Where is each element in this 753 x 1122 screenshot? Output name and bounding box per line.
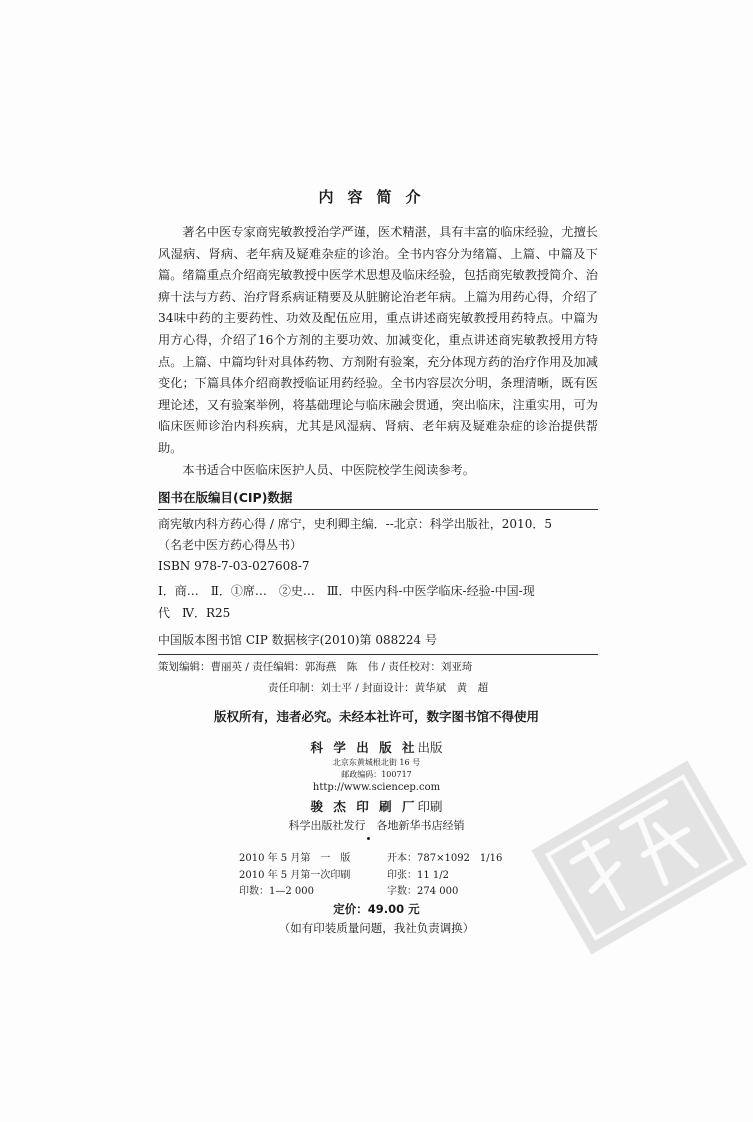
replacement-note: （如有印装质量问题，我社负责调换） [278, 921, 475, 935]
cip-class-line: Ⅰ．商… Ⅱ．①席… ②史… Ⅲ．中医内科-中医学临床-经验-中国-现 [158, 584, 535, 598]
editor-credits: 策划编辑：曹丽英 / 责任编辑：郭海燕 陈 伟 / 责任校对：刘亚琦 [158, 661, 473, 673]
publisher-address: 北京东黄城根北街 16 号 [332, 758, 421, 767]
page-title: 内容简介 [318, 188, 435, 206]
specs-row [239, 851, 502, 868]
cip-title-line: 商宪敏内科方药心得 / 席宁，史利卿主编．--北京：科学出版社，2010．5 [158, 517, 552, 531]
divider [158, 509, 598, 510]
price: 定价：49.00 元 [333, 902, 420, 916]
rights-notice: 版权所有，违者必究。未经本社许可，数字图书馆不得使用 [213, 709, 539, 724]
summary-paragraph: 著名中医专家商宪敏教授治学严谨，医术精湛，具有丰富的临床经验，尤擅长风湿病、肾病、老年病及疑难杂症的诊治。全书内容分为绪篇、上篇、中篇及下篇。绪篇重点介绍商宪敏教授中医学术思想及临床经验，包括商宪敏教授简介、治痹十法与方药、治疗肾系病证精要及从脏腑论治老年病。上篇为用药心得，介绍了34味中药的主要药性、功效及配伍应用，重点讲述商宪敏教授用药特点。中篇为用方心得，介绍了16个方剂的主要功效、加减变化，重点讲述商宪敏教授用方特点。上篇、中篇均针对具体药物、方剂附有验案，充分体现方药的治疗作用及加减变化；下篇具体介绍商教授临证用药经验。全书内容层次分明，条理清晰，既有医理论述，又有验案举例，将基础理论与临床融会贯通，突出临床，注重实用，可为临床医师诊治内科疾病，尤其是风湿病、肾病、老年病及疑难杂症的诊治提供帮助。 [158, 225, 598, 455]
cip-isbn: ISBN 978-7-03-027608-7 [158, 559, 310, 573]
audience-paragraph: 本书适合中医临床医护人员、中医院校学生阅读参考。 [182, 462, 475, 477]
distribution-line: 科学出版社发行 各地新华书店经销 [288, 819, 465, 832]
printer-suffix: 印刷 [417, 799, 443, 814]
format: 开本：787×1092 1/16 [387, 853, 503, 864]
divider [158, 654, 598, 655]
specs-row [239, 868, 502, 885]
watermark-stamp-icon [520, 745, 750, 975]
cip-classification [158, 580, 598, 624]
words: 字数：274 000 [387, 886, 459, 897]
print-specs [239, 851, 502, 901]
production-credits: 责任印制：刘士平 / 封面设计：黄华斌 黄 超 [267, 682, 489, 694]
summary-section [158, 222, 598, 481]
publisher-postcode: 邮政编码：100717 [341, 770, 412, 779]
printing: 2010 年 5 月第一次印刷 [239, 869, 351, 881]
copies: 印数：1—2 000 [239, 886, 314, 897]
sheets: 印张：11 1/2 [387, 869, 449, 881]
edition: 2010 年 5 月第 一 版 [239, 853, 351, 864]
publisher-name: 科 学 出 版 社 [310, 740, 418, 755]
publisher-suffix: 出版 [417, 740, 443, 755]
cip-class-line: 代 Ⅳ．R25 [158, 606, 231, 620]
specs-row [239, 884, 502, 901]
cip-record [158, 514, 598, 577]
cip-series-line: （名老中医方药心得丛书） [158, 538, 303, 552]
separator-dot [367, 837, 370, 840]
printer-name: 骏 杰 印 刷 厂 [310, 799, 418, 814]
cip-heading: 图书在版编目(CIP)数据 [158, 490, 293, 505]
cip-number: 中国版本图书馆 CIP 数据核字(2010)第 088224 号 [158, 633, 437, 647]
publisher-url: http://www.sciencep.com [312, 782, 441, 793]
